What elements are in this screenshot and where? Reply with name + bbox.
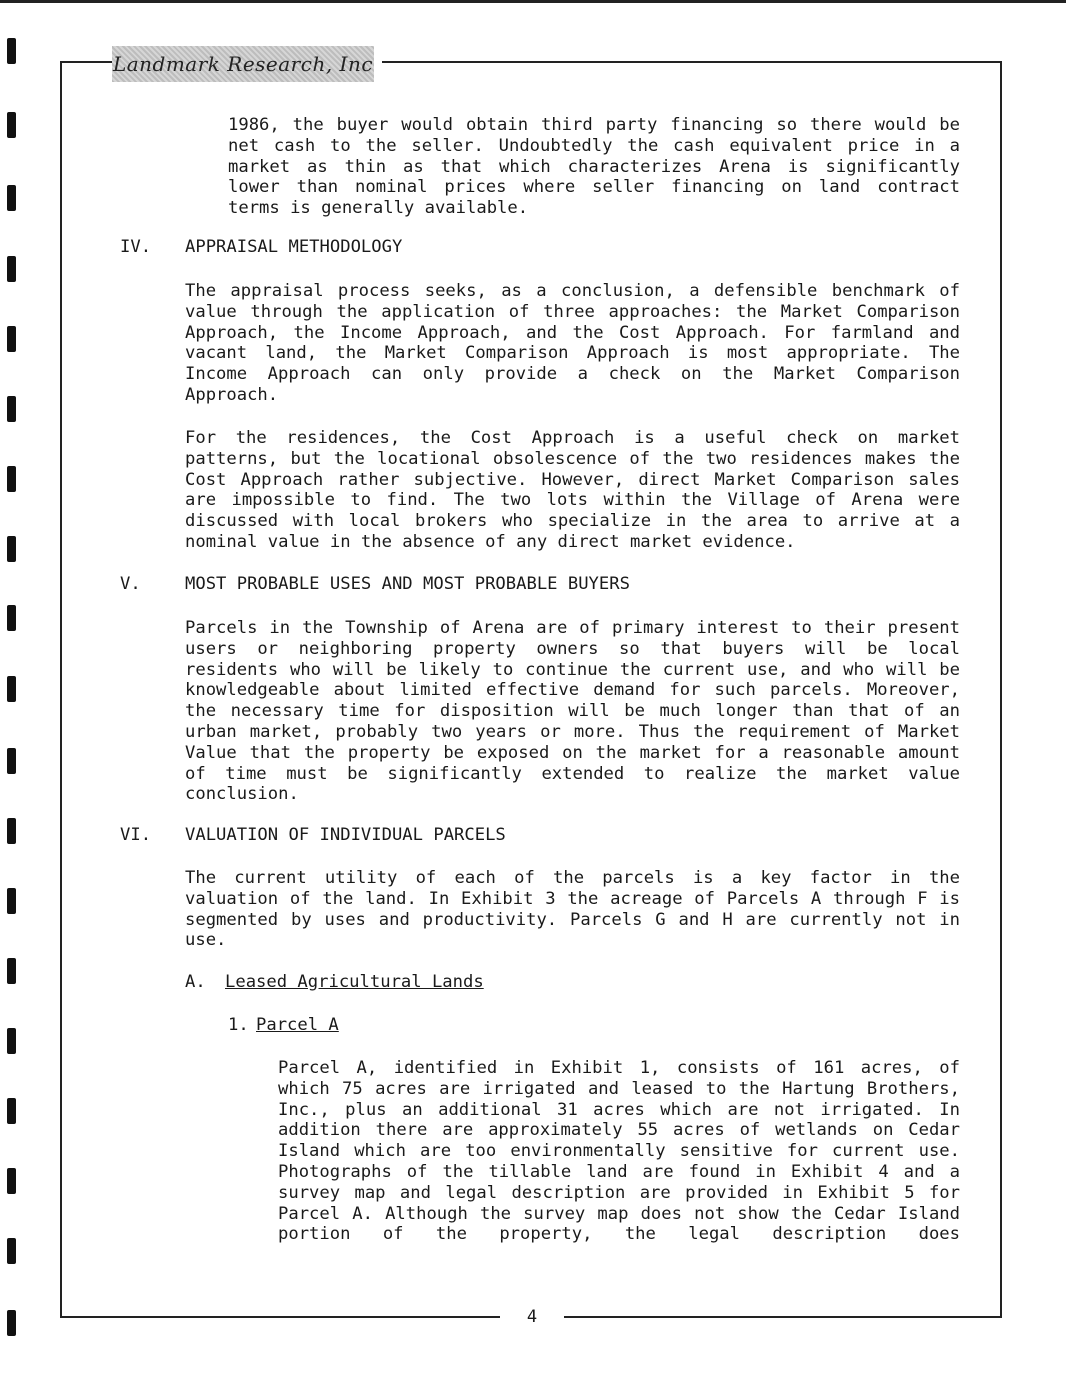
company-logo-text: Landmark Research, Inc bbox=[112, 52, 374, 76]
section-iv-paragraph-2: For the residences, the Cost Approach is a useful check on market patterns, but the locational obsolescence of the two residences makes the Cost Approach rather subjective. However, direct Market Comparison sales are impossible to find. The two lots within the Village of Arena were discussed with local brokers who specialize in the area to arrive at a nominal value in the absence of any direct market evidence. bbox=[185, 428, 960, 552]
binding-hole bbox=[7, 536, 16, 562]
section-v-heading: MOST PROBABLE USES AND MOST PROBABLE BUYERS bbox=[185, 574, 630, 594]
binding-hole bbox=[7, 1098, 16, 1124]
binding-hole bbox=[7, 605, 16, 631]
section-iv-paragraph-1: The appraisal process seeks, as a conclusion, a defensible benchmark of value through the application of three approaches: the Market Comparison Approach, the Income Approach, and the Cost Approach. For farmland and vacant land, the Market Comparison Approach is most appropriate. The Income Approach can only provide a check on the Market Comparison Approach. bbox=[185, 281, 960, 405]
binding-hole bbox=[7, 818, 16, 844]
binding-hole bbox=[7, 1168, 16, 1194]
binding-hole bbox=[7, 185, 16, 211]
binding-hole bbox=[7, 1028, 16, 1054]
binding-hole bbox=[7, 256, 16, 282]
parcel-a-paragraph: Parcel A, identified in Exhibit 1, consists of 161 acres, of which 75 acres are irrigated and leased to the Hartung Brothers, Inc., plus an additional 31 acres which are not irrigated. In addition there are approximately 55 acres of wetlands on Cedar Island which are too environmentally sensitive for current use. Photographs of the tillable land are found in Exhibit 4 and a survey map and legal description are provided in Exhibit 5 for Parcel A. Although the survey map does not show the Cedar Island portion of the property, the legal description does bbox=[278, 1058, 960, 1245]
binding-hole bbox=[7, 112, 16, 138]
binding-hole bbox=[7, 1238, 16, 1264]
frame-bottom-rule-left bbox=[60, 1316, 500, 1318]
section-v-paragraph: Parcels in the Township of Arena are of primary interest to their present users or neighboring property owners so that buyers will be local residents who will be likely to continue the current use, and who will be knowledgeable about limited effective demand for such parcels. Moreover, the necessary time for disposition will be much longer than that of an urban market, probably two years or more. Thus the requirement of Market Value that the property be exposed on the market for a reasonable amount of time must be significantly extended to realize the market value conclusion. bbox=[185, 618, 960, 805]
frame-bottom-rule-right bbox=[564, 1316, 1002, 1318]
binding-hole bbox=[7, 466, 16, 492]
section-vi-heading: VALUATION OF INDIVIDUAL PARCELS bbox=[185, 825, 506, 845]
frame-top-rule-left bbox=[60, 61, 112, 63]
binding-hole bbox=[7, 38, 16, 64]
section-iv-numeral: IV. bbox=[120, 237, 152, 257]
binding-hole bbox=[7, 396, 16, 422]
page-top-rule bbox=[0, 0, 1066, 3]
binding-hole bbox=[7, 958, 16, 984]
subsection-a-heading: Leased Agricultural Lands bbox=[225, 972, 484, 992]
binding-hole bbox=[7, 326, 16, 352]
subsection-a-marker: A. bbox=[185, 972, 206, 992]
section-vi-numeral: VI. bbox=[120, 825, 152, 845]
section-vi-paragraph: The current utility of each of the parcels is a key factor in the valuation of the land. In Exhibit 3 the acreage of Parcels A through F is segmented by uses and productivity. Parcels G and H are currently not in use. bbox=[185, 868, 960, 951]
page-number: 4 bbox=[526, 1307, 538, 1327]
item-1-marker: 1. bbox=[228, 1015, 249, 1035]
intro-paragraph: 1986, the buyer would obtain third party financing so there would be net cash to the seller. Undoubtedly the cash equivalent price in a market as thin as that which characterizes Arena is significantly lower than nominal prices where seller financing on land contract terms is generally available. bbox=[228, 115, 960, 219]
binding-hole bbox=[7, 1310, 16, 1336]
binding-hole bbox=[7, 748, 16, 774]
frame-top-rule-right bbox=[382, 61, 1002, 63]
section-v-numeral: V. bbox=[120, 574, 141, 594]
company-logo bbox=[112, 46, 374, 82]
binding-hole bbox=[7, 888, 16, 914]
section-iv-heading: APPRAISAL METHODOLOGY bbox=[185, 237, 403, 257]
binding-hole bbox=[7, 676, 16, 702]
item-1-heading: Parcel A bbox=[256, 1015, 339, 1035]
